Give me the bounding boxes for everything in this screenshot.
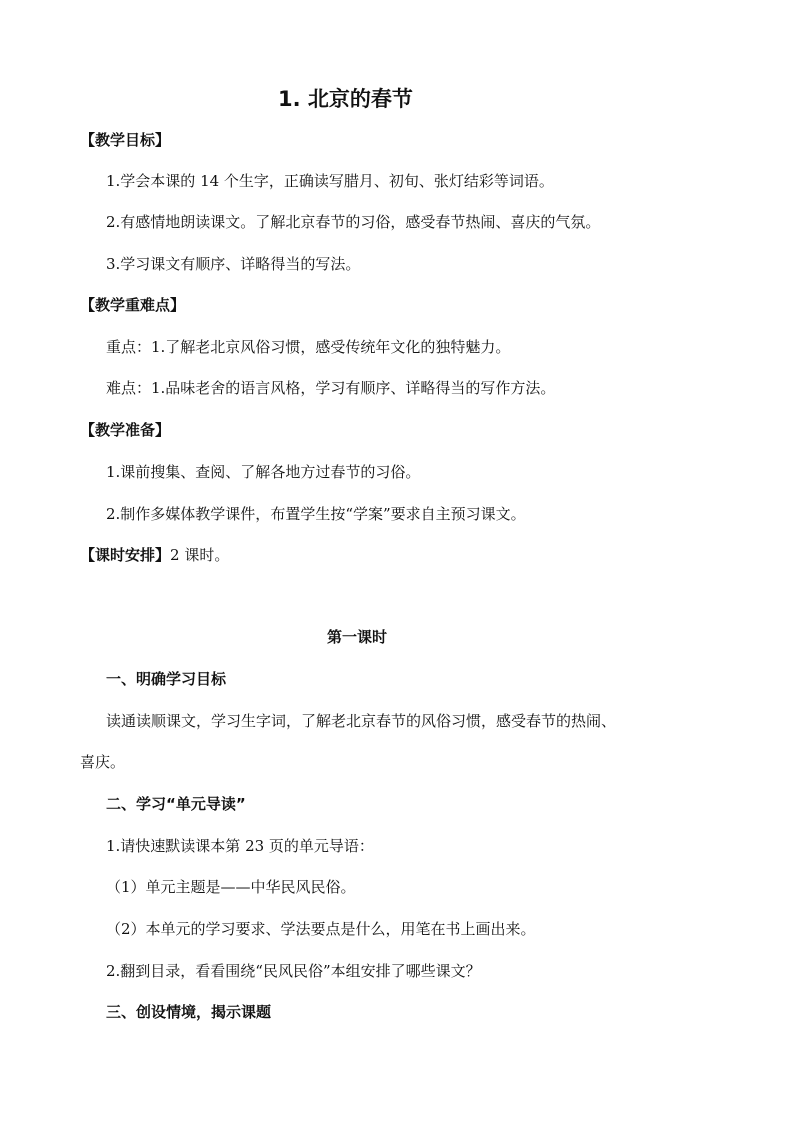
prep-item-2: 2.制作多媒体教学课件，布置学生按“学案”要求自主预习课文。: [106, 505, 526, 523]
section-3-heading: 三、创设情境，揭示课题: [106, 1003, 272, 1021]
lesson-heading: 第一课时: [327, 628, 388, 646]
page-title: 1. 北京的春节: [278, 87, 413, 111]
section-2-item-1: 1.请快速默读课本第 23 页的单元导语：: [106, 837, 374, 855]
goals-heading: 【教学目标】: [80, 131, 171, 149]
goal-item-1: 1.学会本课的 14 个生字，正确读写腊月、初旬、张灯结彩等词语。: [106, 172, 554, 190]
goal-item-3: 3.学习课文有顺序、详略得当的写法。: [106, 255, 361, 273]
schedule-heading: 【课时安排】: [80, 546, 171, 564]
section-1-paragraph-line-1: 读通读顺课文，学习生字词，了解老北京春节的风俗习惯，感受春节的热闹、: [106, 712, 617, 730]
prep-item-1: 1.课前搜集、查阅、了解各地方过春节的习俗。: [106, 463, 421, 481]
keypoint-item-2: 难点：1.品味老舍的语言风格，学习有顺序、详略得当的写作方法。: [106, 379, 556, 397]
goal-item-2: 2.有感情地朗读课文。了解北京春节的习俗，感受春节热闹、喜庆的气氛。: [106, 213, 601, 231]
section-2-item-2: （1）单元主题是——中华民风民俗。: [106, 878, 356, 896]
keypoint-item-1: 重点：1.了解老北京风俗习惯，感受传统年文化的独特魅力。: [106, 338, 511, 356]
section-1-paragraph-line-2: 喜庆。: [80, 753, 126, 771]
section-2-heading: 二、学习“单元导读”: [106, 795, 246, 813]
prep-heading: 【教学准备】: [80, 421, 171, 439]
section-2-item-4: 2.翻到目录，看看围绕“民风民俗”本组安排了哪些课文？: [106, 962, 481, 980]
schedule-text: 2 课时。: [170, 546, 230, 564]
section-2-item-3: （2）本单元的学习要求、学法要点是什么，用笔在书上画出来。: [106, 920, 536, 938]
keypoints-heading: 【教学重难点】: [80, 296, 186, 314]
schedule-line: [80, 545, 229, 565]
section-1-heading: 一、明确学习目标: [106, 670, 227, 688]
